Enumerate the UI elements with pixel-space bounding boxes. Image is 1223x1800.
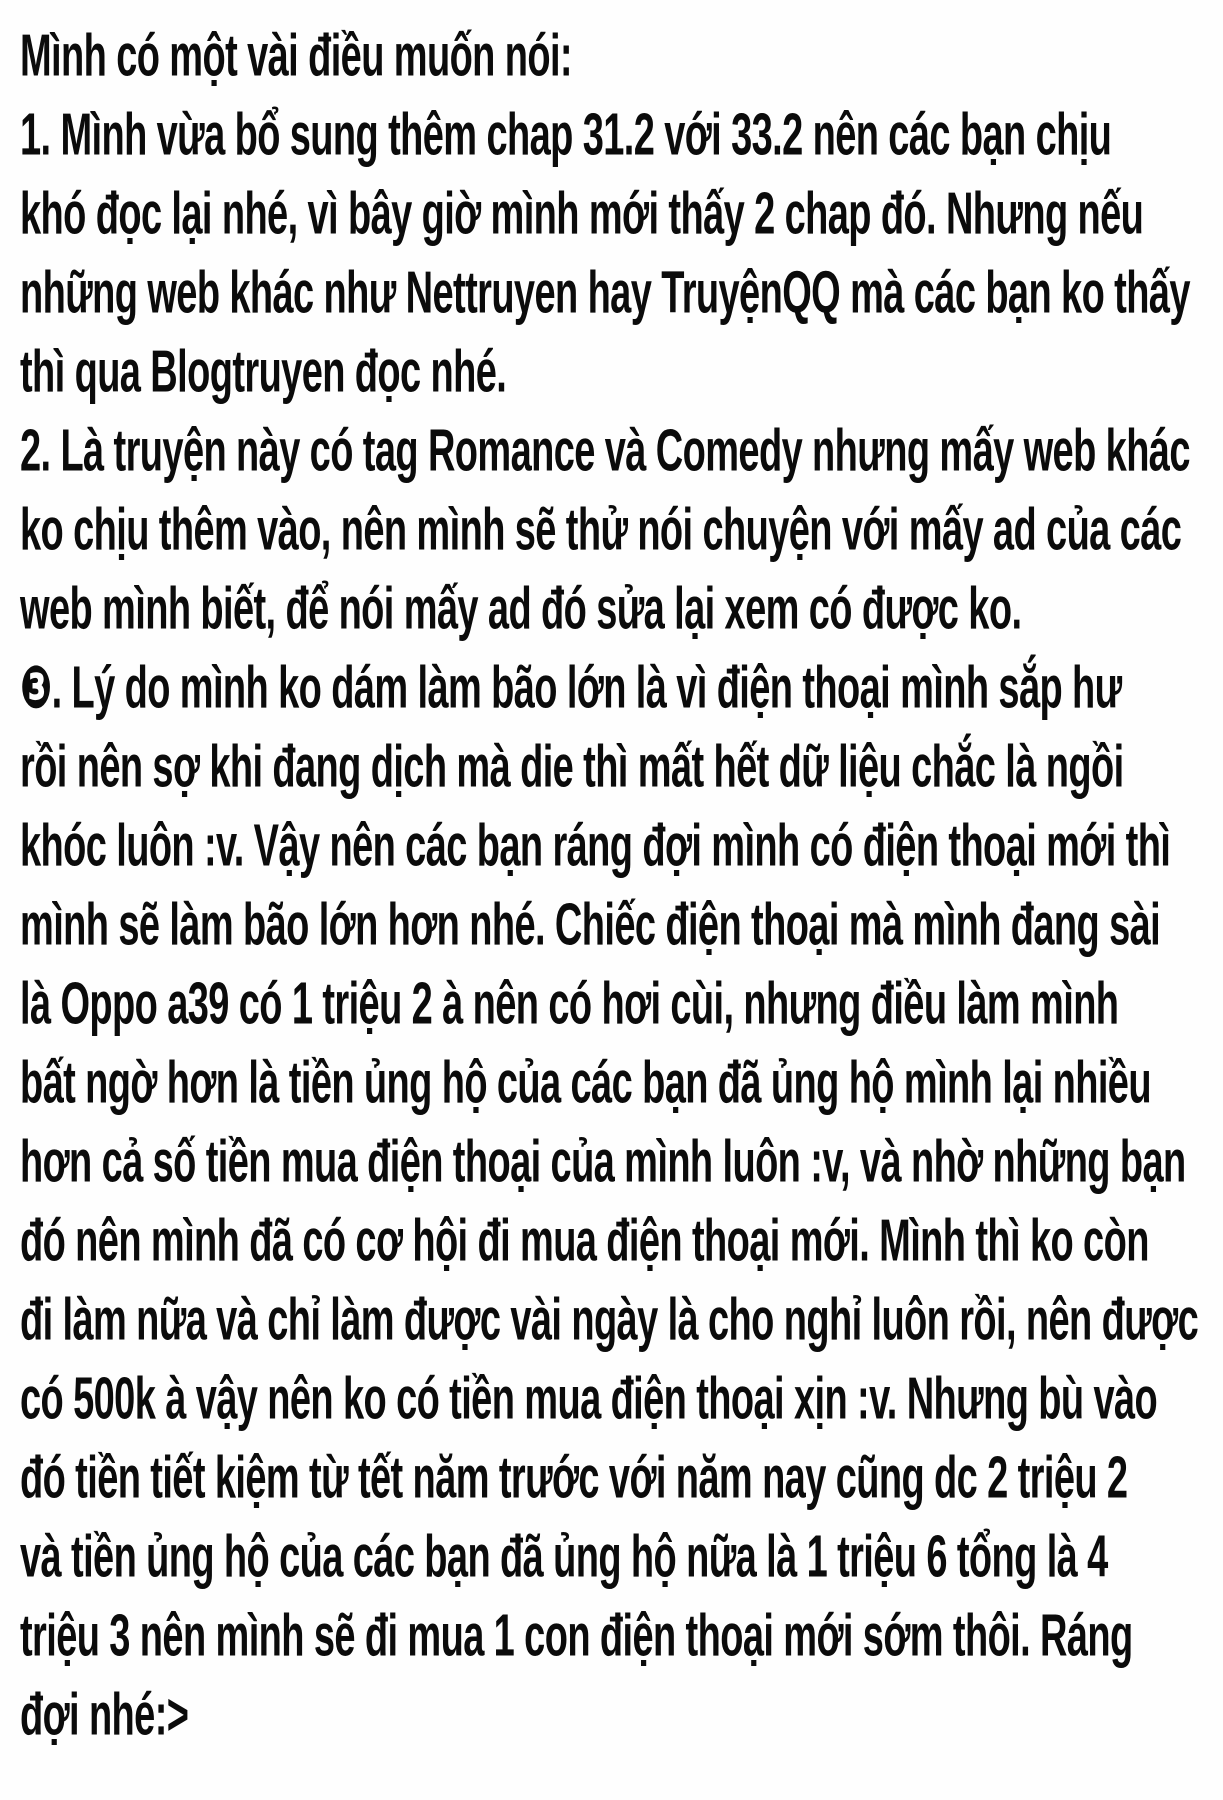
text-line: hơn cả số tiền mua điện thoại của mình luôn :v, và nhờ những bạn (20, 1130, 1186, 1196)
text-line: đó tiền tiết kiệm từ tết năm trước với năm nay cũng dc 2 triệu 2 (20, 1446, 1128, 1512)
text-line: 2. Là truyện này có tag Romance và Comedy nhưng mấy web khác (20, 419, 1190, 485)
text-line: bất ngờ hơn là tiền ủng hộ của các bạn đã ủng hộ mình lại nhiều (20, 1051, 1151, 1117)
text-line: đợi nhé:> (20, 1683, 189, 1749)
text-line: đi làm nữa và chỉ làm được vài ngày là cho nghỉ luôn rồi, nên được (20, 1288, 1199, 1354)
text-line: khóc luôn :v. Vậy nên các bạn ráng đợi mình có điện thoại mới thì (20, 814, 1171, 880)
text-line: 1. Mình vừa bổ sung thêm chap 31.2 với 33.2 nên các bạn chịu (20, 103, 1112, 169)
text-line: là Oppo a39 có 1 triệu 2 à nên có hơi cùi, nhưng điều làm mình (20, 972, 1119, 1038)
text-line: mình sẽ làm bão lớn hơn nhé. Chiếc điện thoại mà mình đang sài (20, 893, 1161, 959)
text-line: rồi nên sợ khi đang dịch mà die thì mất hết dữ liệu chắc là ngồi (20, 735, 1124, 801)
text-line: web mình biết, để nói mấy ad đó sửa lại xem có được ko. (20, 577, 1022, 643)
text-line: đó nên mình đã có cơ hội đi mua điện thoại mới. Mình thì ko còn (20, 1209, 1149, 1275)
text-line: và tiền ủng hộ của các bạn đã ủng hộ nữa là 1 triệu 6 tổng là 4 (20, 1525, 1108, 1591)
text-line: thì qua Blogtruyen đọc nhé. (20, 340, 507, 406)
text-line: những web khác như Nettruyen hay TruyệnQQ mà các bạn ko thấy (20, 261, 1190, 327)
text-line: có 500k à vậy nên ko có tiền mua điện thoại xịn :v. Nhưng bù vào (20, 1367, 1158, 1433)
text-line: triệu 3 nên mình sẽ đi mua 1 con điện thoại mới sớm thôi. Ráng (20, 1604, 1133, 1670)
text-line: ko chịu thêm vào, nên mình sẽ thử nói chuyện với mấy ad của các (20, 498, 1182, 564)
text-line: ❸. Lý do mình ko dám làm bão lớn là vì điện thoại mình sắp hư (20, 656, 1122, 722)
text-line: khó đọc lại nhé, vì bây giờ mình mới thấy 2 chap đó. Nhưng nếu (20, 182, 1144, 248)
text-line: Mình có một vài điều muốn nói: (20, 24, 572, 90)
